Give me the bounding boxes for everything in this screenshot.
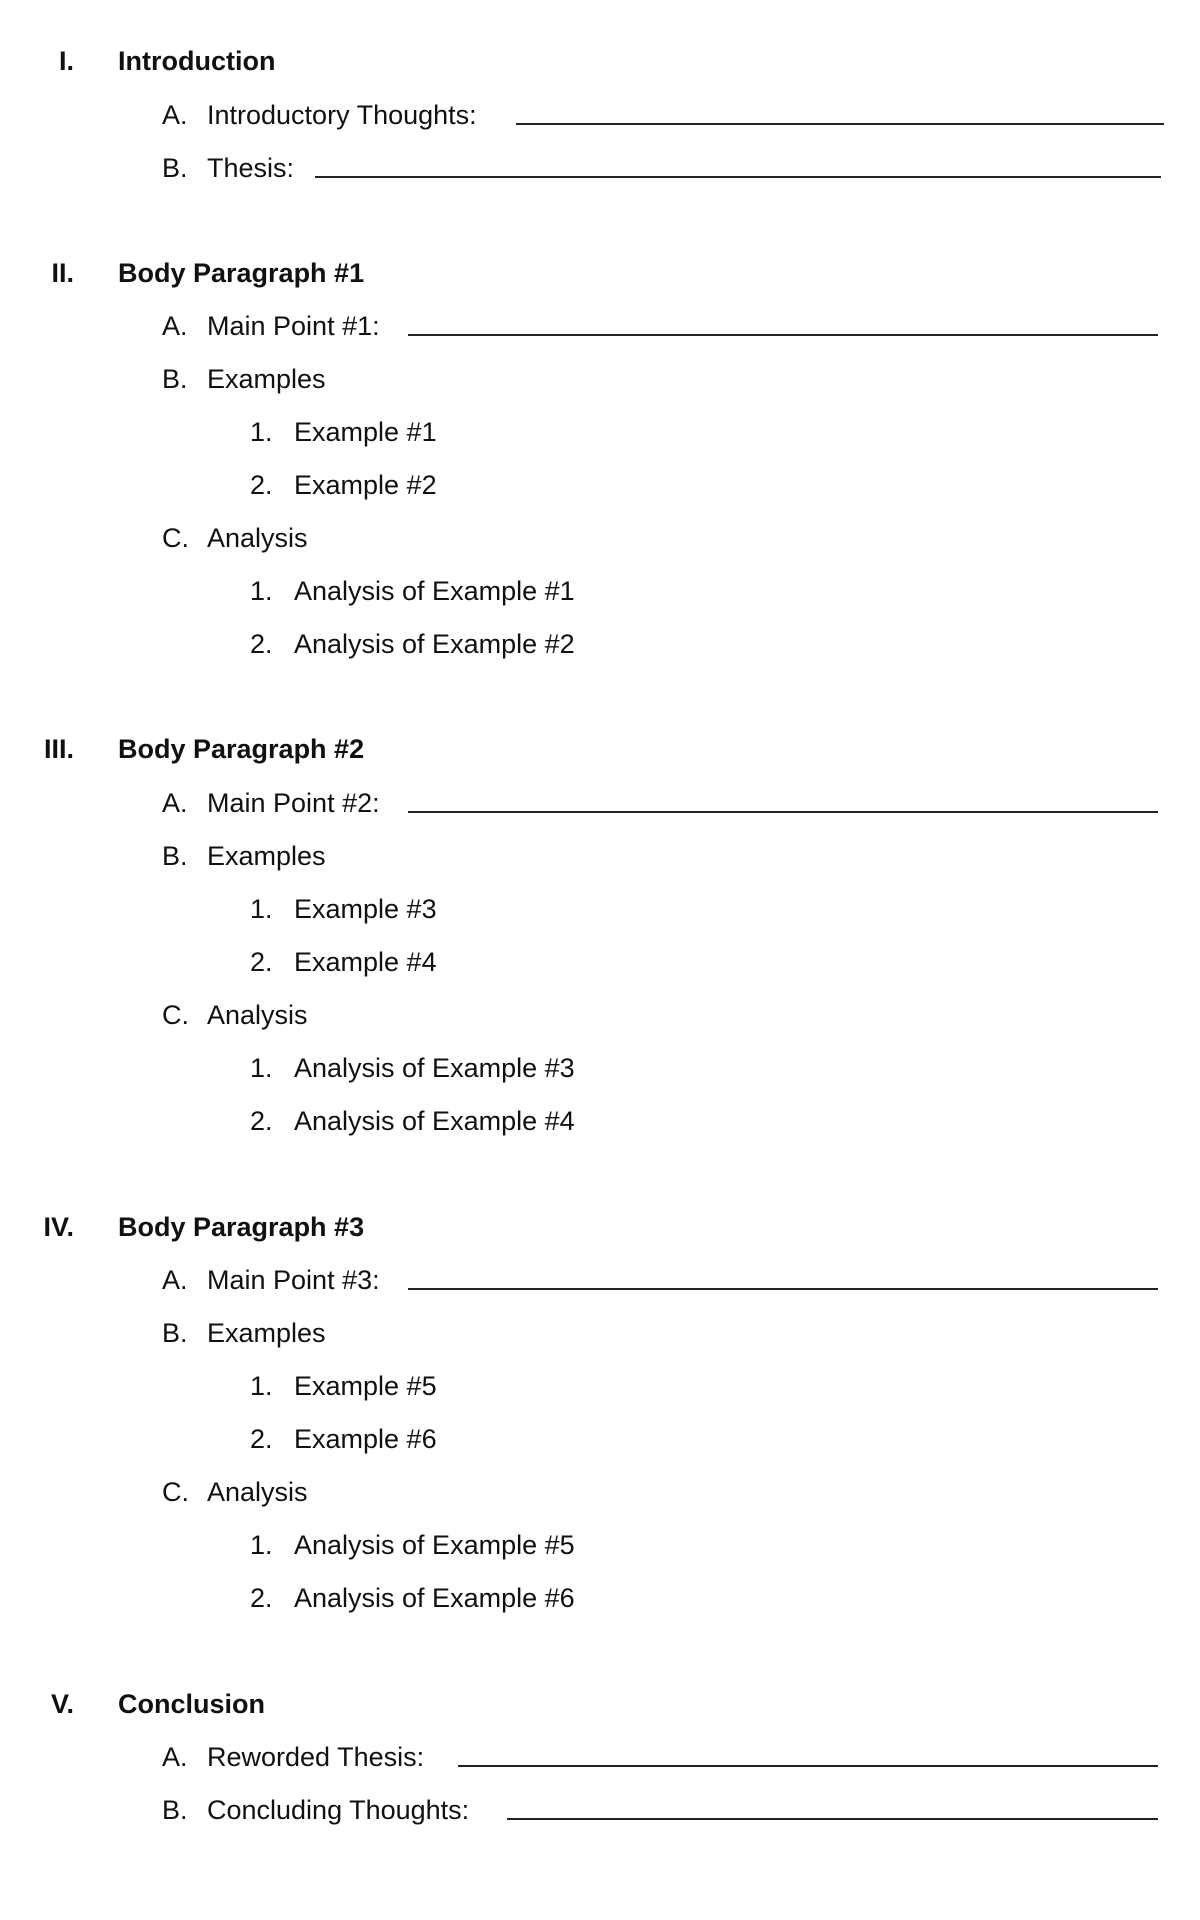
subitem-number: 1.	[250, 893, 273, 924]
subitem-text: Example #1	[294, 416, 437, 447]
item-text: Main Point #3:	[207, 1264, 380, 1295]
subitem-number: 2.	[250, 1105, 273, 1136]
item-letter: C.	[162, 999, 189, 1030]
item-letter: A.	[162, 1264, 188, 1295]
subitem-text: Example #5	[294, 1370, 437, 1401]
roman-numeral: III.	[43, 733, 74, 764]
subitem-text: Analysis of Example #5	[294, 1529, 575, 1560]
section-title: Introduction	[118, 45, 276, 76]
roman-numeral: IV.	[43, 1211, 74, 1242]
subitem-number: 1.	[250, 575, 273, 606]
fill-in-blank-line[interactable]	[507, 1794, 1158, 1820]
item-letter: B.	[162, 363, 188, 394]
subitem-text: Analysis of Example #6	[294, 1582, 575, 1613]
subitem-number: 1.	[250, 1529, 273, 1560]
item-letter: A.	[162, 99, 188, 130]
subitem-number: 1.	[250, 1370, 273, 1401]
subitem-text: Example #6	[294, 1423, 437, 1454]
subitem-text: Analysis of Example #2	[294, 628, 575, 659]
subitem-number: 2.	[250, 628, 273, 659]
subitem-text: Analysis of Example #4	[294, 1105, 575, 1136]
subitem-text: Example #3	[294, 893, 437, 924]
item-text: Examples	[207, 840, 326, 871]
item-text: Examples	[207, 363, 326, 394]
roman-numeral: V.	[50, 1688, 74, 1719]
section-title: Body Paragraph #3	[118, 1211, 365, 1242]
subitem-number: 2.	[250, 469, 273, 500]
item-letter: C.	[162, 1476, 189, 1507]
subitem-text: Analysis of Example #3	[294, 1052, 575, 1083]
subitem-text: Example #2	[294, 469, 437, 500]
item-letter: A.	[162, 310, 188, 341]
subitem-number: 1.	[250, 1052, 273, 1083]
subitem-number: 2.	[250, 1423, 273, 1454]
item-text: Concluding Thoughts:	[207, 1794, 470, 1825]
item-text: Analysis	[207, 1476, 308, 1507]
fill-in-blank-line[interactable]	[408, 787, 1158, 813]
item-letter: B.	[162, 152, 188, 183]
item-letter: B.	[162, 1794, 188, 1825]
fill-in-blank-line[interactable]	[516, 99, 1164, 125]
subitem-text: Example #4	[294, 946, 437, 977]
item-text: Analysis	[207, 999, 308, 1030]
item-text: Examples	[207, 1317, 326, 1348]
item-text: Introductory Thoughts:	[207, 99, 477, 130]
fill-in-blank-line[interactable]	[315, 152, 1161, 178]
subitem-number: 2.	[250, 946, 273, 977]
section-title: Conclusion	[118, 1688, 265, 1719]
item-text: Analysis	[207, 522, 308, 553]
item-text: Thesis:	[207, 152, 295, 183]
section-title: Body Paragraph #2	[118, 733, 365, 764]
item-letter: B.	[162, 840, 188, 871]
fill-in-blank-line[interactable]	[458, 1741, 1158, 1767]
item-text: Main Point #2:	[207, 787, 380, 818]
fill-in-blank-line[interactable]	[408, 1264, 1158, 1290]
item-text: Main Point #1:	[207, 310, 380, 341]
item-letter: A.	[162, 1741, 188, 1772]
item-letter: C.	[162, 522, 189, 553]
item-letter: A.	[162, 787, 188, 818]
subitem-number: 1.	[250, 416, 273, 447]
subitem-text: Analysis of Example #1	[294, 575, 575, 606]
item-letter: B.	[162, 1317, 188, 1348]
roman-numeral: II.	[51, 257, 74, 288]
fill-in-blank-line[interactable]	[408, 310, 1158, 336]
roman-numeral: I.	[58, 45, 74, 76]
item-text: Reworded Thesis:	[207, 1741, 425, 1772]
subitem-number: 2.	[250, 1582, 273, 1613]
section-title: Body Paragraph #1	[118, 257, 365, 288]
